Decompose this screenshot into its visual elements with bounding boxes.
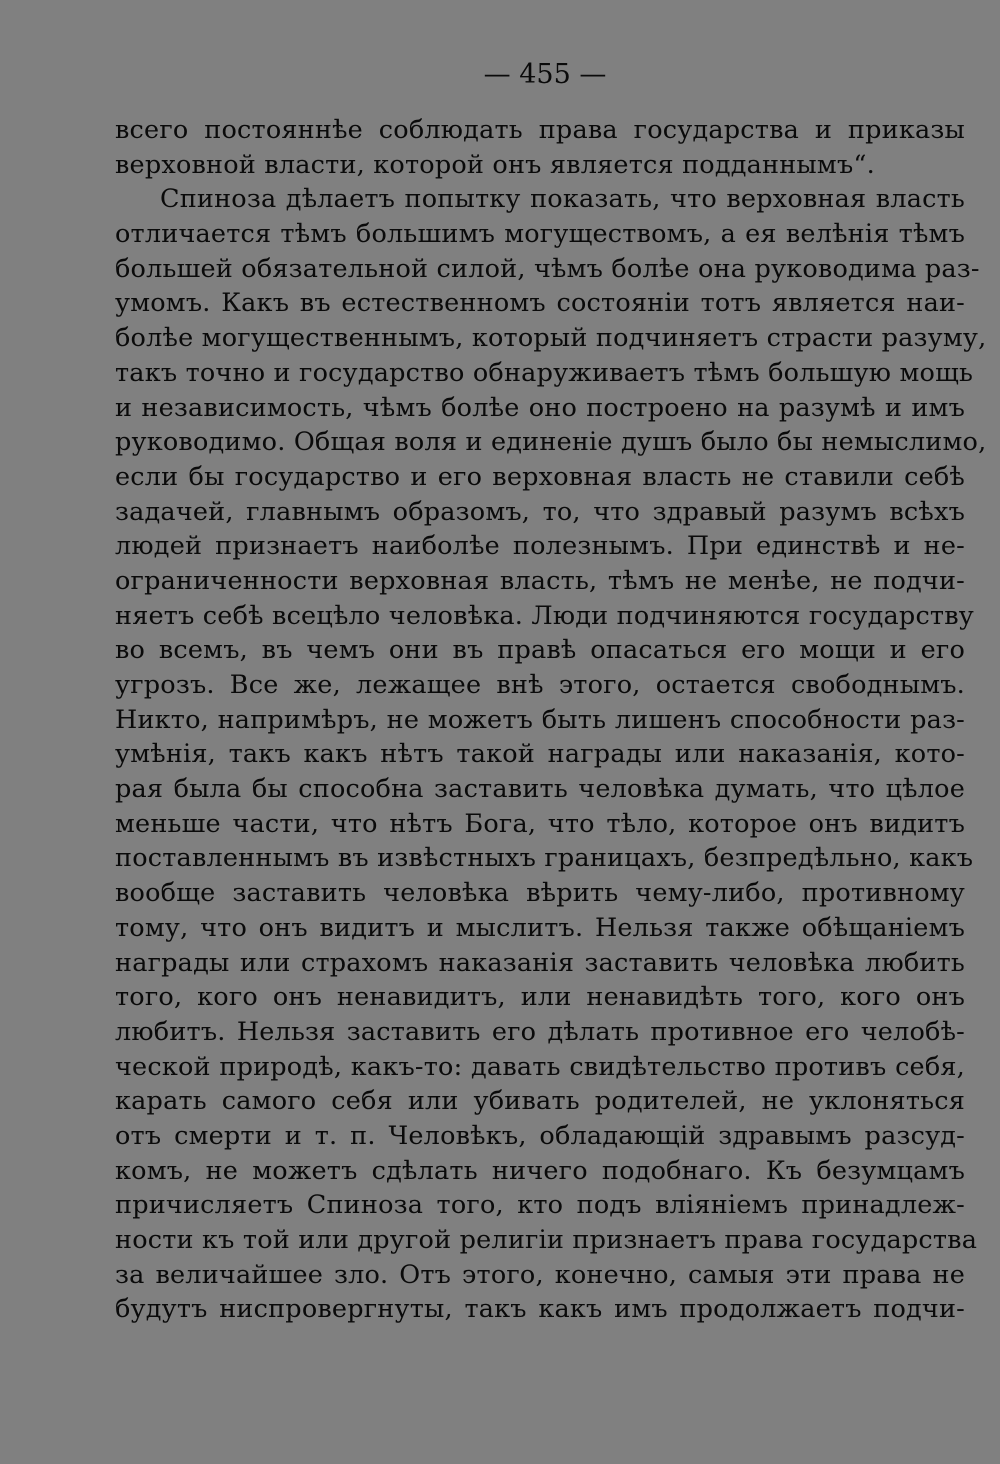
text-line: ности къ той или другой религіи признаетъ права государства (115, 1225, 978, 1255)
text-line: меньше части, что нѣтъ Бога, что тѣло, которое онъ видитъ (115, 808, 965, 839)
text-line: ограниченности верховная власть, тѣмъ не менѣе, не подчи- (115, 565, 965, 596)
page-number: — 455 — (483, 59, 607, 90)
text-line: поставленнымъ въ извѣстныхъ границахъ, безпредѣльно, какъ (115, 843, 974, 874)
text-line: того, кого онъ ненавидитъ, или ненавидѣть того, кого онъ (115, 982, 965, 1013)
text-line: любитъ. Нельзя заставить его дѣлать противное его челобѣ- (115, 1016, 965, 1047)
text-line: и независимость, чѣмъ болѣе оно построено на разумѣ и имъ (115, 392, 965, 423)
text-line: такъ точно и государство обнаруживаетъ тѣмъ большую мощь (115, 357, 974, 388)
text-line: ческой природѣ, какъ-то: давать свидѣтельство противъ себя, (115, 1051, 965, 1082)
body-text (115, 113, 987, 1327)
text-line: рая была бы способна заставить человѣка думать, что цѣлое (115, 774, 965, 805)
text-line: верховной власти, которой онъ является подданнымъ“. (115, 149, 875, 180)
text-line: если бы государство и его верховная власть не ставили себѣ (115, 461, 965, 492)
text-line: причисляетъ Спиноза того, кто подъ вліяніемъ принадлеж- (115, 1190, 965, 1221)
text-line: болѣе могущественнымъ, который подчиняетъ страсти разуму, (115, 323, 987, 354)
paragraph-start-line: Спиноза дѣлаетъ попытку показать, что верховная власть (160, 184, 965, 215)
text-line: людей признаетъ наиболѣе полезнымъ. При единствѣ и не- (115, 531, 965, 562)
text-line: задачей, главнымъ образомъ, то, что здравый разумъ всѣхъ (115, 496, 965, 527)
text-line: умомъ. Какъ въ естественномъ состояніи тотъ является наи- (115, 288, 965, 319)
text-line: большей обязательной силой, чѣмъ болѣе она руководима раз- (115, 253, 980, 284)
text-line: угрозъ. Все же, лежащее внѣ этого, остается свободнымъ. (115, 670, 965, 700)
text-line: вообще заставить человѣка вѣрить чему-либо, противному (115, 878, 965, 909)
text-line: за величайшее зло. Отъ этого, конечно, самыя эти права не (115, 1259, 965, 1290)
text-line: всего постояннѣе соблюдать права государства и приказы (115, 115, 965, 145)
text-line: комъ, не можетъ сдѣлать ничего подобнаго. Къ безумцамъ (115, 1155, 965, 1186)
text-line: отличается тѣмъ большимъ могуществомъ, а ея велѣнія тѣмъ (115, 219, 965, 250)
text-line: умѣнія, такъ какъ нѣтъ такой награды или наказанія, кото- (115, 739, 965, 770)
text-line: няетъ себѣ всецѣло человѣка. Люди подчиняются государству (115, 600, 974, 631)
text-line: тому, что онъ видитъ и мыслитъ. Нельзя также обѣщаніемъ (115, 912, 965, 943)
text-line: награды или страхомъ наказанія заставить человѣка любить (115, 947, 965, 978)
text-line: карать самого себя или убивать родителей, не уклоняться (115, 1086, 965, 1117)
text-line: будутъ ниспровергнуты, такъ какъ имъ продолжаетъ подчи- (115, 1294, 965, 1325)
text-line: во всемъ, въ чемъ они въ правѣ опасаться его мощи и его (115, 635, 965, 666)
text-line: Никто, напримѣръ, не можетъ быть лишенъ способности раз- (115, 704, 965, 735)
text-line: руководимо. Общая воля и единеніе душъ было бы немыслимо, (115, 427, 987, 458)
text-line: отъ смерти и т. п. Человѣкъ, обладающій здравымъ разсуд- (115, 1120, 965, 1151)
